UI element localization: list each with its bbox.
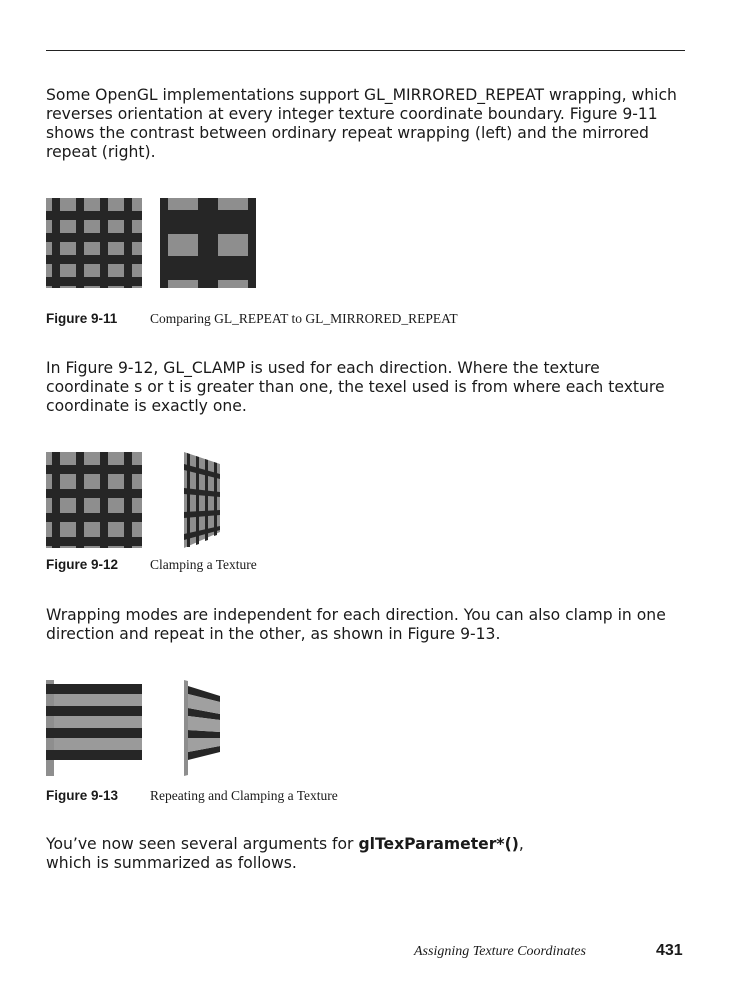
figure-9-12-clamp-texture: [46, 452, 142, 548]
figure-9-12-clamped-skewed-texture: [184, 452, 224, 548]
paragraph-text-before: You’ve now seen several arguments for: [46, 835, 359, 853]
figure-9-13-repeat-clamp-skewed-texture: [184, 680, 224, 776]
running-footer-title: Assigning Texture Coordinates: [414, 944, 586, 959]
figure-caption-text: Clamping a Texture: [150, 557, 257, 572]
figure-label: Figure 9-13: [46, 788, 119, 803]
paragraph-mirrored-repeat: Some OpenGL implementations support GL_MIRRORED_REPEAT wrapping, which reverses orientation at every integer texture coordinate boundary. Figure 9-11 shows the contrast between ordinary repeat wrapping (left) and the mirrored repeat (right).: [46, 86, 677, 161]
figure-9-13-repeat-clamp-texture: [46, 680, 142, 776]
function-name-gltexparameter: glTexParameter*(): [358, 835, 519, 853]
paragraph-text-after: , which is summarized as follows.: [46, 835, 524, 872]
header-rule: [46, 50, 685, 51]
figure-label: Figure 9-12: [46, 557, 119, 572]
figure-caption-text: Repeating and Clamping a Texture: [150, 788, 338, 803]
page-number: 431: [656, 942, 683, 959]
figure-9-11-repeat-texture: [46, 198, 142, 288]
figure-caption-text: Comparing GL_REPEAT to GL_MIRRORED_REPEAT: [150, 311, 458, 326]
paragraph-independent-wrapping: Wrapping modes are independent for each direction. You can also clamp in one direction and repeat in the other, as shown in Figure 9-13.: [46, 606, 666, 643]
paragraph-gltexparameter-summary: [46, 835, 566, 873]
figure-9-11-mirrored-repeat-texture: [160, 198, 256, 288]
paragraph-clamp: In Figure 9-12, GL_CLAMP is used for each direction. Where the texture coordinate s or t is greater than one, the texel used is from where each texture coordinate is exactly one.: [46, 359, 665, 415]
figure-label: Figure 9-11: [46, 311, 118, 326]
